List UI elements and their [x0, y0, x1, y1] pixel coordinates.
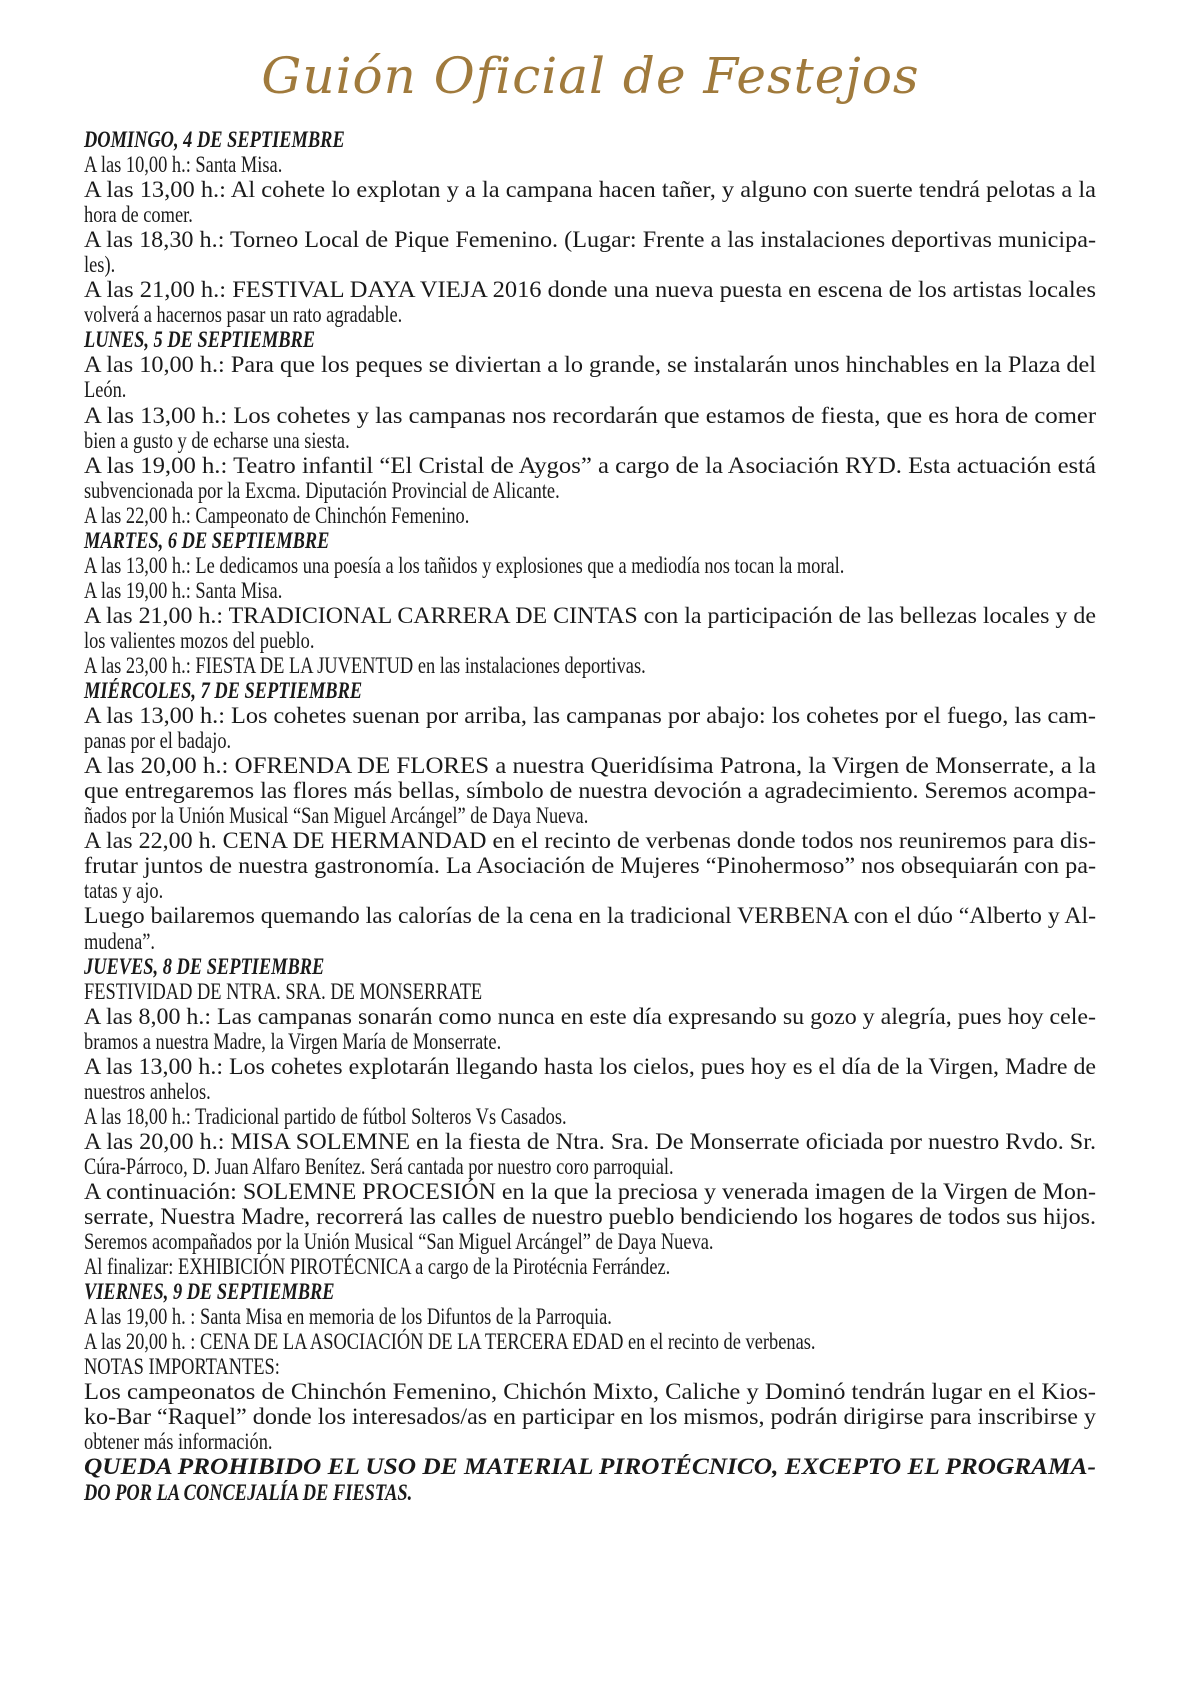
- schedule-line-text: tatas y ajo.: [84, 878, 164, 904]
- schedule-line-text: Los campeonatos de Chinchón Femenino, Chichón Mixto, Caliche y Dominó tendrán lugar en el Kios-: [84, 1379, 1096, 1405]
- day-heading: [84, 528, 1096, 553]
- schedule-line-text: Seremos acompañados por la Unión Musical “San Miguel Arcángel” de Daya Nueva.: [84, 1229, 714, 1255]
- schedule-line: [84, 1054, 1096, 1079]
- schedule-line-text: Al finalizar: EXHIBICIÓN PIROTÉCNICA a cargo de la Pirotécnia Ferrández.: [84, 1254, 671, 1280]
- schedule-line: [84, 352, 1096, 377]
- schedule-line: [84, 1379, 1096, 1404]
- schedule-line-text: A las 20,00 h.: OFRENDA DE FLORES a nuestra Queridísima Patrona, la Virgen de Monserrate, a la: [84, 753, 1097, 779]
- schedule-line-text: bien a gusto y de echarse una siesta.: [84, 427, 350, 453]
- page-title: Guión Oficial de Festejos: [261, 47, 920, 105]
- schedule-line-text: obtener más información.: [84, 1429, 273, 1455]
- schedule-line-text: A las 20,00 h. : CENA DE LA ASOCIACIÓN DE LA TERCERA EDAD en el recinto de verbenas.: [84, 1329, 816, 1355]
- schedule-line: [84, 1179, 1096, 1204]
- schedule-line: [84, 377, 1096, 402]
- schedule-line-text: Luego bailaremos quemando las calorías de la cena en la tradicional VERBENA con el dúo “Alberto y Al-: [84, 903, 1097, 929]
- schedule-line: [84, 1004, 1096, 1029]
- schedule-line: [84, 277, 1096, 302]
- schedule-line-text: A las 18,30 h.: Torneo Local de Pique Femenino. (Lugar: Frente a las instalaciones deportivas municipa-: [84, 227, 1097, 253]
- schedule-line-text: A las 13,00 h.: Los cohetes explotarán llegando hasta los cielos, pues hoy es el día de la Virgen, Madre de: [84, 1053, 1097, 1079]
- schedule-line: [84, 1304, 1096, 1329]
- day-heading-text: JUEVES, 8 DE SEPTIEMBRE: [84, 953, 325, 979]
- schedule-line-text: bramos a nuestra Madre, la Virgen María de Monserrate.: [84, 1028, 502, 1054]
- schedule-line: [84, 1029, 1096, 1054]
- schedule-line: [84, 603, 1096, 628]
- schedule-line: [84, 1129, 1096, 1154]
- schedule-line-text: nuestros anhelos.: [84, 1078, 211, 1104]
- schedule-line: [84, 302, 1096, 327]
- day-heading: [84, 954, 1096, 979]
- schedule-line: [84, 1154, 1096, 1179]
- day-heading-text: VIERNES, 9 DE SEPTIEMBRE: [84, 1279, 335, 1305]
- schedule-line-text: frutar juntos de nuestra gastronomía. La Asociación de Mujeres “Pinohermoso” nos obsequiarán con pa-: [84, 853, 1097, 879]
- schedule-line: [84, 227, 1096, 252]
- schedule-line-text: A las 21,00 h.: TRADICIONAL CARRERA DE CINTAS con la participación de las bellezas locales y de: [84, 602, 1096, 628]
- day-heading-text: LUNES, 5 DE SEPTIEMBRE: [84, 327, 316, 353]
- schedule-line: [84, 553, 1096, 578]
- schedule-line-text: A las 20,00 h.: MISA SOLEMNE en la fiesta de Ntra. Sra. De Monserrate oficiada por nuestro Rvdo. Sr.: [84, 1128, 1097, 1154]
- schedule-line: [84, 403, 1096, 428]
- schedule-line-text: A las 22,00 h. CENA DE HERMANDAD en el recinto de verbenas donde todos nos reuniremos para dis-: [84, 828, 1097, 854]
- schedule-line-text: ñados por la Unión Musical “San Miguel Arcángel” de Daya Nueva.: [84, 803, 589, 829]
- schedule-line-text: A las 13,00 h.: Al cohete lo explotan y a la campana hacen tañer, y alguno con suerte tendrá pelotas a la: [84, 177, 1097, 203]
- schedule-line: [84, 828, 1096, 853]
- schedule-line-text: subvencionada por la Excma. Diputación Provincial de Alicante.: [84, 477, 560, 503]
- schedule-line-text: los valientes mozos del pueblo.: [84, 627, 315, 653]
- schedule-line-text: A las 21,00 h.: FESTIVAL DAYA VIEJA 2016 donde una nueva puesta en escena de los artistas locales: [84, 277, 1097, 303]
- schedule-line-text: A las 19,00 h.: Santa Misa.: [84, 577, 283, 603]
- schedule-line: [84, 878, 1096, 903]
- schedule-line: [84, 728, 1096, 753]
- warning-line: [84, 1454, 1096, 1479]
- schedule-line: [84, 428, 1096, 453]
- schedule-line: [84, 177, 1096, 202]
- schedule-line: [84, 1204, 1096, 1229]
- day-heading: [84, 678, 1096, 703]
- schedule-line-text: FESTIVIDAD DE NTRA. SRA. DE MONSERRATE: [84, 978, 483, 1004]
- schedule-line: [84, 853, 1096, 878]
- schedule-line: [84, 453, 1096, 478]
- schedule-line-text: Cúra-Párroco, D. Juan Alfaro Benítez. Será cantada por nuestro coro parroquial.: [84, 1153, 674, 1179]
- schedule-line: [84, 478, 1096, 503]
- schedule-line: [84, 1354, 1096, 1379]
- warning-line: [84, 1480, 1096, 1505]
- schedule-line: [84, 202, 1096, 227]
- schedule-line-text: serrate, Nuestra Madre, recorrerá las calles de nuestro pueblo bendiciendo los hogares de todos sus hijos.: [84, 1204, 1097, 1230]
- schedule-line-text: mudena”.: [84, 928, 156, 954]
- schedule-line-text: que entregaremos las flores más bellas, símbolo de nuestra devoción a agradecimiento. Seremos acompa-: [84, 778, 1096, 804]
- schedule-line-text: A las 22,00 h.: Campeonato de Chinchón Femenino.: [84, 502, 470, 528]
- schedule-line-text: hora de comer.: [84, 202, 193, 228]
- day-heading-text: MARTES, 6 DE SEPTIEMBRE: [84, 527, 330, 553]
- schedule-line-text: A las 18,00 h.: Tradicional partido de fútbol Solteros Vs Casados.: [84, 1103, 567, 1129]
- schedule-line-text: NOTAS IMPORTANTES:: [84, 1354, 280, 1380]
- day-heading-text: DOMINGO, 4 DE SEPTIEMBRE: [84, 127, 345, 152]
- schedule-line: [84, 903, 1096, 928]
- schedule-line: [84, 1329, 1096, 1354]
- schedule-line: [84, 1404, 1096, 1429]
- schedule-line-text: A las 10,00 h.: Para que los peques se diviertan a lo grande, se instalarán unos hinchables en la Plaza del: [84, 352, 1097, 378]
- schedule-line: [84, 1229, 1096, 1254]
- schedule-line-text: León.: [84, 377, 127, 403]
- schedule-line-text: A continuación: SOLEMNE PROCESIÓN en la que la preciosa y venerada imagen de la Virgen de Mon-: [84, 1178, 1096, 1204]
- schedule-line-text: panas por el badajo.: [84, 728, 232, 754]
- schedule-line: [84, 1104, 1096, 1129]
- schedule-line: [84, 803, 1096, 828]
- schedule-line-text: A las 13,00 h.: Los cohetes suenan por arriba, las campanas por abajo: los cohetes por el fuego, las cam-: [84, 703, 1096, 729]
- schedule-line: [84, 778, 1096, 803]
- schedule-line-text: ko-Bar “Raquel” donde los interesados/as en participar en los mismos, podrán dirigirse para inscribirse y: [84, 1404, 1096, 1430]
- schedule-line: [84, 578, 1096, 603]
- schedule-line: [84, 703, 1096, 728]
- day-heading: [84, 327, 1096, 352]
- schedule-line: [84, 252, 1096, 277]
- schedule-line: [84, 1079, 1096, 1104]
- schedule-line: [84, 1429, 1096, 1454]
- schedule-line: [84, 753, 1096, 778]
- schedule-line-text: volverá a hacernos pasar un rato agradable.: [84, 302, 403, 328]
- schedule-line: [84, 628, 1096, 653]
- schedule-line-text: A las 19,00 h.: Teatro infantil “El Cristal de Aygos” a cargo de la Asociación RYD. Esta actuación está: [84, 452, 1096, 478]
- schedule-line-text: A las 23,00 h.: FIESTA DE LA JUVENTUD en las instalaciones deportivas.: [84, 652, 646, 678]
- warning-line-text: QUEDA PROHIBIDO EL USO DE MATERIAL PIROTÉCNICO, EXCEPTO EL PROGRAMA-: [84, 1454, 1096, 1480]
- schedule-line: [84, 152, 1096, 177]
- day-heading: [84, 127, 1096, 152]
- schedule-line-text: A las 8,00 h.: Las campanas sonarán como nunca en este día expresando su gozo y alegría, pues hoy cele-: [84, 1003, 1097, 1029]
- schedule-line: [84, 979, 1096, 1004]
- schedule-line-text: A las 13,00 h.: Los cohetes y las campanas nos recordarán que estamos de fiesta, que es hora de comer: [84, 402, 1097, 428]
- day-heading: [84, 1279, 1096, 1304]
- warning-line-text: DO POR LA CONCEJALÍA DE FIESTAS.: [84, 1479, 413, 1505]
- schedule-line-text: A las 10,00 h.: Santa Misa.: [84, 152, 283, 178]
- schedule-line-text: les).: [84, 252, 116, 278]
- schedule-line: [84, 503, 1096, 528]
- day-heading-text: MIÉRCOLES, 7 DE SEPTIEMBRE: [84, 678, 363, 704]
- schedule-line: [84, 1254, 1096, 1279]
- schedule-line: [84, 653, 1096, 678]
- schedule-line: [84, 929, 1096, 954]
- program-content: [84, 127, 1096, 1505]
- schedule-line-text: A las 19,00 h. : Santa Misa en memoria de los Difuntos de la Parroquia.: [84, 1304, 612, 1330]
- schedule-line-text: A las 13,00 h.: Le dedicamos una poesía a los tañidos y explosiones que a mediodía nos tocan la moral.: [84, 552, 845, 578]
